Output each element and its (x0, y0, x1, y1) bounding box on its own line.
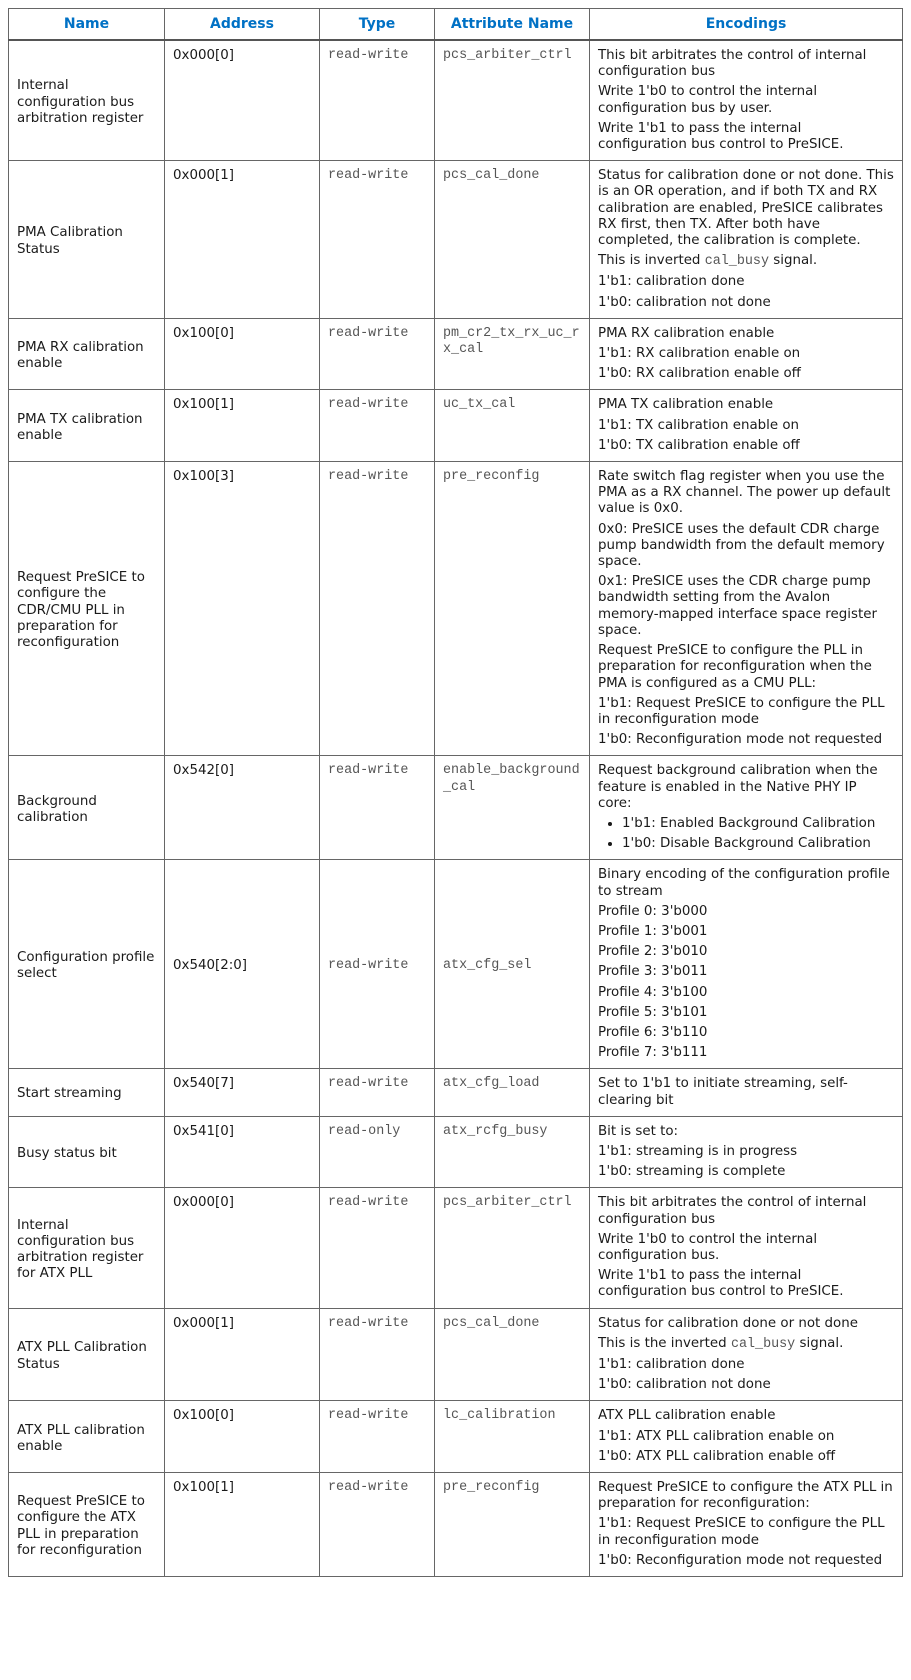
register-address: 0x100[0] (165, 1401, 320, 1473)
register-type: read-write (320, 390, 435, 462)
header-name: Name (9, 9, 165, 41)
encoding-line: This bit arbitrates the control of internal configuration bus (598, 1195, 867, 1227)
table-row (9, 1401, 903, 1473)
register-type: read-write (320, 1069, 435, 1116)
encoding-line: Set to 1'b1 to initiate streaming, self-clearing bit (598, 1076, 848, 1108)
encoding-line: Request background calibration when the feature is enabled in the Native PHY IP core: (598, 763, 878, 811)
encoding-bullet-list (598, 816, 894, 852)
encoding-line: 1'b0: TX calibration enable off (598, 437, 800, 453)
table-row (9, 756, 903, 860)
header-row (9, 9, 903, 41)
encoding-line: Write 1'b0 to control the internal configuration bus. (598, 1231, 818, 1263)
encoding-line: This bit arbitrates the control of internal configuration bus (598, 48, 867, 80)
attribute-name: lc_calibration (435, 1401, 590, 1473)
encodings-cell (590, 1188, 903, 1308)
register-type: read-write (320, 1308, 435, 1401)
encoding-line: Status for calibration done or not done (598, 1315, 858, 1331)
encoding-line: Rate switch flag register when you use the PMA as a RX channel. The power up default value is 0x0. (598, 469, 891, 517)
encoding-line: PMA RX calibration enable (598, 325, 775, 341)
register-name: PMA RX calibration enable (9, 318, 165, 390)
register-name: Busy status bit (9, 1116, 165, 1188)
attribute-name: atx_cfg_load (435, 1069, 590, 1116)
table-row (9, 860, 903, 1069)
signal-name: cal_busy (730, 1336, 796, 1352)
table-row (9, 390, 903, 462)
table-row (9, 1069, 903, 1116)
encoding-line: 1'b1: RX calibration enable on (598, 346, 801, 362)
table-header (9, 9, 903, 41)
attribute-name: pcs_cal_done (435, 1308, 590, 1401)
register-type: read-write (320, 1401, 435, 1473)
register-address: 0x540[2:0] (165, 860, 320, 1069)
encoding-line: Request PreSICE to configure the PLL in preparation for reconfiguration when the PMA is configured as a CMU PLL: (598, 643, 872, 691)
encoding-line: Profile 1: 3'b001 (598, 923, 708, 939)
attribute-name: pm_cr2_tx_rx_uc_rx_cal (435, 318, 590, 390)
register-address: 0x541[0] (165, 1116, 320, 1188)
register-name: Start streaming (9, 1069, 165, 1116)
register-name: Internal configuration bus arbitration register (9, 40, 165, 161)
encoding-bullet: • 1'b0: Disable Background Calibration (622, 836, 894, 852)
encoding-line: 1'b1: TX calibration enable on (598, 417, 800, 433)
encoding-line: 1'b0: ATX PLL calibration enable off (598, 1448, 836, 1464)
encoding-line: 1'b1: Request PreSICE to configure the PLL in reconfiguration mode (598, 1516, 885, 1548)
encodings-cell (590, 40, 903, 161)
attribute-name: pcs_cal_done (435, 161, 590, 319)
attribute-name: pcs_arbiter_ctrl (435, 1188, 590, 1308)
attribute-name: pre_reconfig (435, 462, 590, 756)
register-address: 0x542[0] (165, 756, 320, 860)
encoding-line (598, 253, 894, 270)
register-type: read-write (320, 1188, 435, 1308)
encodings-cell (590, 462, 903, 756)
register-type: read-write (320, 1473, 435, 1577)
register-type: read-write (320, 40, 435, 161)
register-address: 0x000[0] (165, 1188, 320, 1308)
encoding-line: Profile 5: 3'b101 (598, 1004, 708, 1020)
register-name: ATX PLL calibration enable (9, 1401, 165, 1473)
encoding-line: 1'b1: Request PreSICE to configure the PLL in reconfiguration mode (598, 695, 885, 727)
encoding-line: Write 1'b1 to pass the internal configuration bus control to PreSICE. (598, 1268, 844, 1300)
register-name: PMA TX calibration enable (9, 390, 165, 462)
encoding-line: 1'b0: Reconfiguration mode not requested (598, 732, 883, 748)
encoding-line: Write 1'b0 to control the internal configuration bus by user. (598, 84, 818, 116)
encodings-cell (590, 161, 903, 319)
encodings-cell (590, 1308, 903, 1401)
table-row (9, 1473, 903, 1577)
header-attribute-name: Attribute Name (435, 9, 590, 41)
encodings-cell (590, 860, 903, 1069)
encoding-line: 1'b0: calibration not done (598, 1377, 771, 1393)
encoding-text: This is inverted (598, 253, 705, 269)
register-address: 0x540[7] (165, 1069, 320, 1116)
register-name: Request PreSICE to configure the CDR/CMU PLL in preparation for reconfiguration (9, 462, 165, 756)
attribute-name: atx_cfg_sel (435, 860, 590, 1069)
encoding-line: 1'b0: calibration not done (598, 294, 771, 310)
register-type: read-only (320, 1116, 435, 1188)
register-address: 0x100[1] (165, 390, 320, 462)
header-address: Address (165, 9, 320, 41)
register-type: read-write (320, 161, 435, 319)
register-address: 0x000[1] (165, 1308, 320, 1401)
register-name: Configuration profile select (9, 860, 165, 1069)
encoding-line: Profile 2: 3'b010 (598, 944, 708, 960)
attribute-name: pre_reconfig (435, 1473, 590, 1577)
encoding-text: signal. (769, 253, 818, 269)
table-row (9, 462, 903, 756)
encoding-line: Write 1'b1 to pass the internal configuration bus control to PreSICE. (598, 120, 844, 153)
encoding-line: Profile 4: 3'b100 (598, 984, 708, 1000)
table-row (9, 318, 903, 390)
encoding-text: signal. (795, 1335, 844, 1351)
encoding-line (598, 1336, 894, 1353)
encoding-line: Bit is set to: (598, 1123, 679, 1139)
register-address: 0x000[1] (165, 161, 320, 319)
encoding-line: Status for calibration done or not done. This is an OR operation, and if both TX and RX calibration are enabled, PreSICE calibrates RX first, then TX. After both have completed, the calibration is complete. (598, 168, 894, 249)
register-name: Request PreSICE to configure the ATX PLL in preparation for reconfiguration (9, 1473, 165, 1577)
encodings-cell (590, 756, 903, 860)
table-row (9, 1308, 903, 1401)
encoding-line: 0x0: PreSICE uses the default CDR charge pump bandwidth from the default memory space. (598, 521, 885, 570)
register-name: Background calibration (9, 756, 165, 860)
encoding-line: Profile 7: 3'b111 (598, 1045, 708, 1061)
register-name: ATX PLL Calibration Status (9, 1308, 165, 1401)
attribute-name: enable_background_cal (435, 756, 590, 860)
header-encodings: Encodings (590, 9, 903, 41)
encoding-line: Profile 0: 3'b000 (598, 903, 708, 919)
register-type: read-write (320, 318, 435, 390)
encoding-line: Request PreSICE to configure the ATX PLL in preparation for reconfiguration: (598, 1480, 893, 1512)
encoding-line: Profile 6: 3'b110 (598, 1024, 708, 1040)
attribute-name: atx_rcfg_busy (435, 1116, 590, 1188)
encoding-line: 1'b1: calibration done (598, 1357, 745, 1372)
encodings-cell (590, 390, 903, 462)
table-row (9, 40, 903, 161)
encodings-cell (590, 1116, 903, 1188)
encoding-line: Profile 3: 3'b011 (598, 964, 708, 980)
register-address: 0x100[3] (165, 462, 320, 756)
encoding-line: 1'b1: streaming is in progress (598, 1143, 798, 1159)
encodings-cell (590, 1473, 903, 1577)
encoding-line: 1'b1: ATX PLL calibration enable on (598, 1428, 835, 1444)
table-row (9, 1116, 903, 1188)
encoding-line: 1'b1: calibration done (598, 274, 745, 290)
encoding-line: Binary encoding of the configuration profile to stream (598, 867, 890, 899)
attribute-name: pcs_arbiter_ctrl (435, 40, 590, 161)
table-body (9, 40, 903, 1577)
encoding-text: This is the inverted (598, 1335, 731, 1351)
register-address: 0x100[1] (165, 1473, 320, 1577)
encoding-bullet: • 1'b1: Enabled Background Calibration (622, 816, 894, 832)
signal-name: cal_busy (704, 254, 769, 270)
register-address: 0x000[0] (165, 40, 320, 161)
encodings-cell (590, 1069, 903, 1116)
register-table (8, 8, 903, 1577)
register-name: Internal configuration bus arbitration register for ATX PLL (9, 1188, 165, 1308)
register-type: read-write (320, 462, 435, 756)
encoding-line: 1'b0: streaming is complete (598, 1164, 786, 1180)
register-type: read-write (320, 860, 435, 1069)
table-row (9, 1188, 903, 1308)
encodings-cell (590, 1401, 903, 1473)
attribute-name: uc_tx_cal (435, 390, 590, 462)
register-type: read-write (320, 756, 435, 860)
encoding-line: 1'b0: RX calibration enable off (598, 366, 801, 382)
encoding-line: PMA TX calibration enable (598, 397, 774, 413)
table-row (9, 161, 903, 319)
encodings-cell (590, 318, 903, 390)
encoding-line: 1'b0: Reconfiguration mode not requested (598, 1552, 883, 1568)
header-type: Type (320, 9, 435, 41)
encoding-line: 0x1: PreSICE uses the CDR charge pump bandwidth setting from the Avalon memory-mapped interface space register space. (598, 574, 877, 638)
register-address: 0x100[0] (165, 318, 320, 390)
register-name: PMA Calibration Status (9, 161, 165, 319)
encoding-line: ATX PLL calibration enable (598, 1408, 776, 1424)
